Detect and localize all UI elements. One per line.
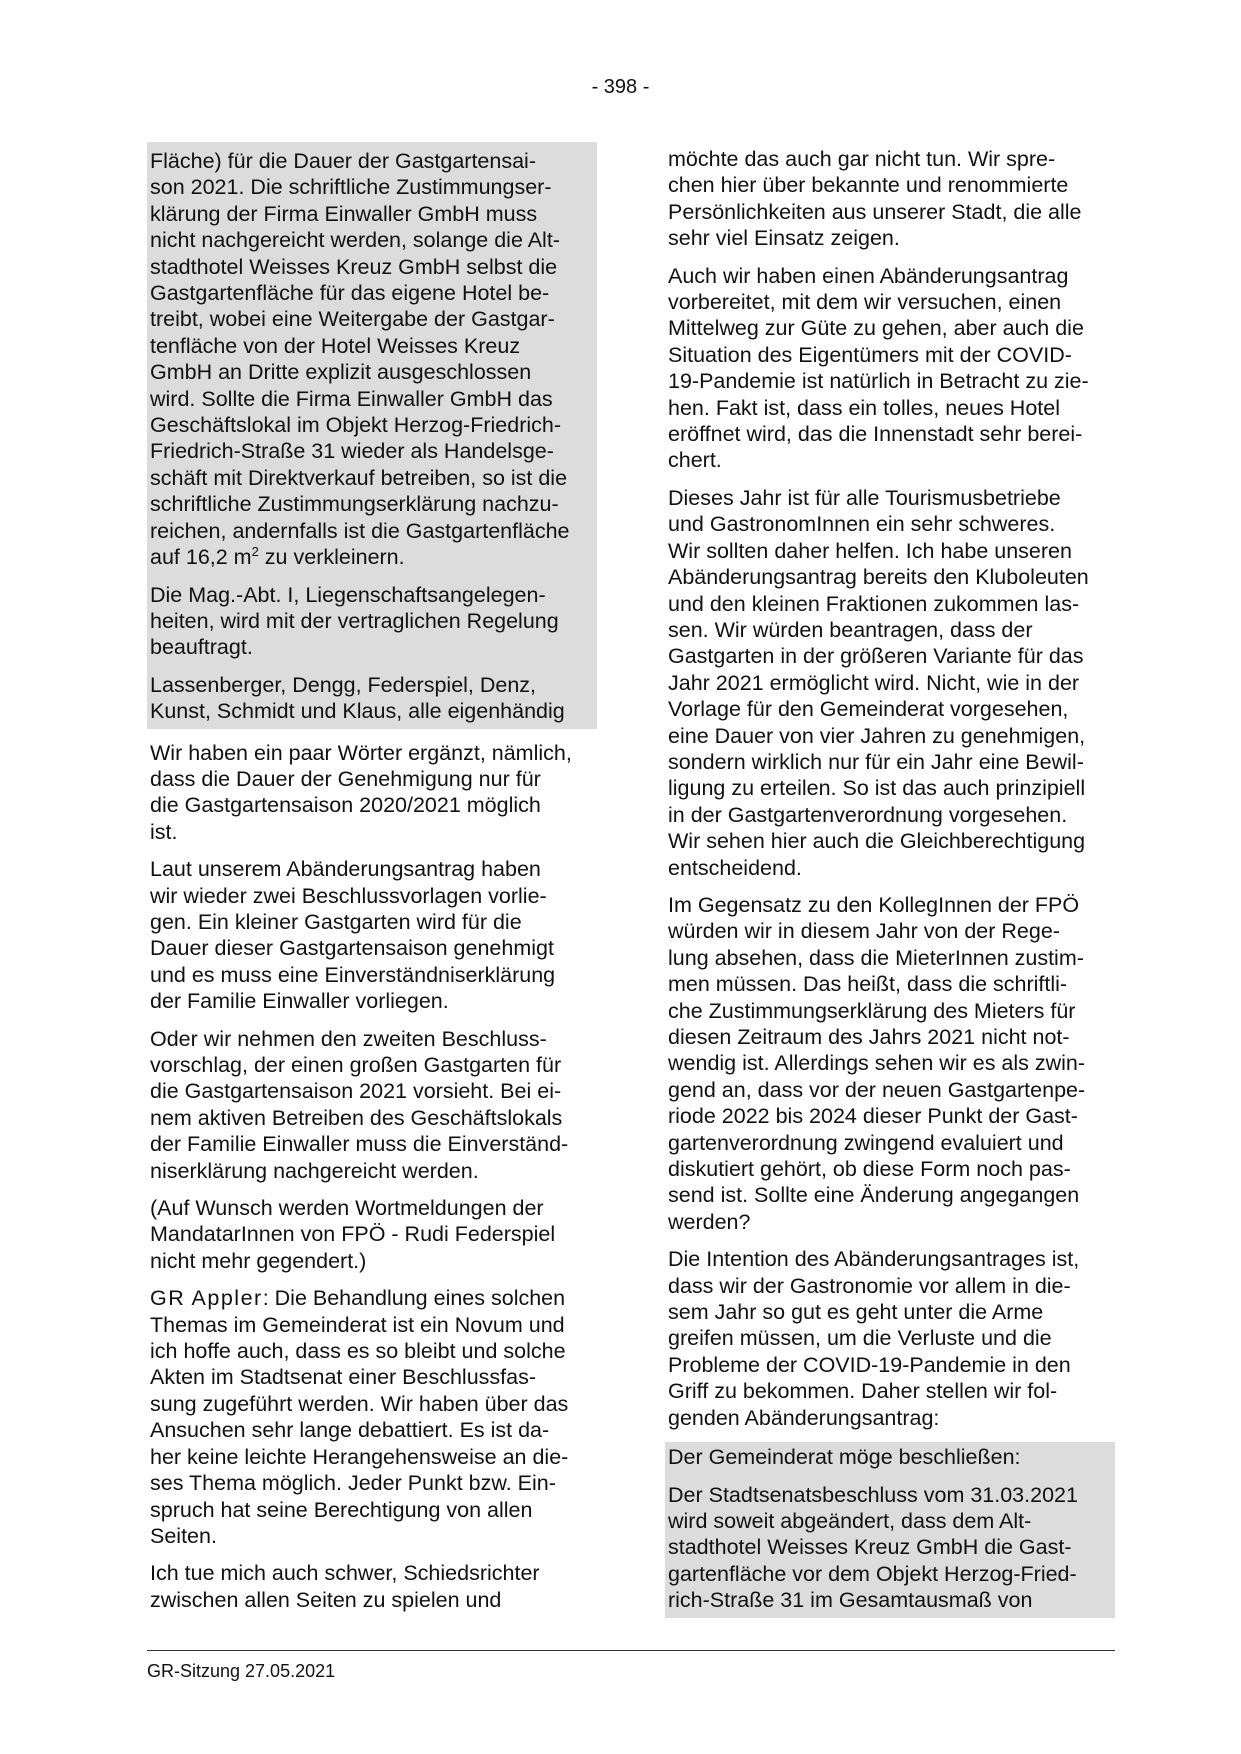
motion-text-block xyxy=(147,142,597,729)
speech-paragraph xyxy=(147,1285,597,1549)
area-suffix: zu verkleinern. xyxy=(258,545,405,570)
amendment-paragraph: Der Stadtsenatsbeschluss vom 31.03.2021 wird soweit abgeändert, dass dem Alt- stadthotel Weisses Kreuz GmbH die Gast- gartenfläche vor dem Objekt Herzog-Fried- rich-Straße 31 im Gesamtausmaß von xyxy=(668,1482,1078,1613)
page-number: - 398 - xyxy=(591,76,650,98)
body-paragraph: Die Intention des Abänderungsantrages ist, dass wir der Gastronomie vor allem in die- sem Jahr so gut es geht unter die Arme greifen müssen, um die Verluste und die Probleme der COVID-19-Pandemie in den Griff zu bekommen. Daher stellen wir fol- genden Abänderungsantrag: xyxy=(668,1247,1080,1430)
area-superscript: 2 xyxy=(251,543,259,559)
footer-divider xyxy=(147,1650,1115,1651)
right-column xyxy=(665,146,1115,1629)
body-paragraph: Im Gegensatz zu den KollegInnen der FPÖ würden wir in diesem Jahr von der Rege- lung absehen, dass die MieterInnen zustim- men müssen. Das heißt, dass die schriftli- che Zustimmungserklärung des Mieters für diesen Zeitraum des Jahrs 2021 nicht not- wendig ist. Allerdings sehen wir es als zwin- gend an, dass vor der neuen Gastgartenpe- riode 2022 bis 2024 dieser Punkt der Gast- gartenverordnung zwingend evaluiert und diskutiert gehört, ob diese Form noch pas- send ist. Sollte eine Änderung angegangen werden? xyxy=(668,892,1086,1234)
motion-signatories: Lassenberger, Dengg, Federspiel, Denz, Kunst, Schmidt und Klaus, alle eigenhändig xyxy=(150,672,565,724)
motion-paragraph xyxy=(147,148,597,582)
body-paragraph: möchte das auch gar nicht tun. Wir spre- chen hier über bekannte und renommierte Persönlichkeiten aus unserer Stadt, die alle sehr viel Einsatz zeigen. xyxy=(668,147,1082,251)
body-paragraph: Oder wir nehmen den zweiten Beschluss- vorschlag, der einen großen Gastgarten für die Gastgartensaison 2021 vorsieht. Bei ei- nem aktiven Betreiben des Geschäftslokals der Familie Einwaller muss die Einverständ- niserklärung nachgereicht werden. xyxy=(150,1026,569,1183)
body-paragraph: Ich tue mich auch schwer, Schiedsrichter zwischen allen Seiten zu spielen und xyxy=(150,1561,540,1612)
body-paragraph: (Auf Wunsch werden Wortmeldungen der MandatarInnen von FPÖ - Rudi Federspiel nicht mehr gegendert.) xyxy=(150,1196,556,1273)
body-paragraph: Wir haben ein paar Wörter ergänzt, nämlich, dass die Dauer der Genehmigung nur für die Gastgartensaison 2020/2021 möglich ist. xyxy=(150,740,572,844)
speech-text: : Die Behandlung eines solchen Themas im Gemeinderat ist ein Novum und ich hoffe auch, dass es so bleibt und solche Akten im Stadtsenat einer Beschlussfas- sung zugeführt werden. Wir haben über das Ansuchen sehr lange debattiert. Es ist da- her keine leichte Herangehensweise an die- ses Thema möglich. Jeder Punkt bzw. Ein- spruch hat seine Berechtigung von allen Seiten. xyxy=(150,1286,569,1548)
amendment-text-block xyxy=(665,1442,1115,1617)
amendment-heading: Der Gemeinderat möge beschließen: xyxy=(668,1445,1021,1470)
speaker-name: GR Appler xyxy=(150,1286,263,1311)
footer-session-date: GR-Sitzung 27.05.2021 xyxy=(147,1661,336,1681)
body-paragraph: Laut unserem Abänderungsantrag haben wir wieder zwei Beschlussvorlagen vorlie- gen. Ein kleiner Gastgarten wird für die Dauer dieser Gastgartensaison genehmigt und es muss eine Einverständniserklärung der Familie Einwaller vorliegen. xyxy=(150,857,556,1014)
motion-paragraph: Die Mag.-Abt. I, Liegenschaftsangelegen- heiten, wird mit der vertraglichen Regelung beauftragt. xyxy=(150,582,559,660)
body-paragraph: Auch wir haben einen Abänderungsantrag vorbereitet, mit dem wir versuchen, einen Mittelweg zur Güte zu gehen, aber auch die Situation des Eigentümers mit der COVID- 19-Pandemie ist natürlich in Betracht zu zie- hen. Fakt ist, dass ein tolles, neues Hotel eröffnet wird, das die Innenstadt sehr berei- chert. xyxy=(668,263,1089,473)
motion-paragraph-text: Fläche) für die Dauer der Gastgartensai- son 2021. Die schriftliche Zustimmungser- klärung der Firma Einwaller GmbH muss nicht nachgereicht werden, solange die Alt- stadthotel Weisses Kreuz GmbH selbst die Gastgartenfläche für das eigene Hotel be- treibt, wobei eine Weitergabe der Gastgar- tenfläche von der Hotel Weisses Kreuz GmbH an Dritte explizit ausgeschlossen wird. Sollte die Firma Einwaller GmbH das Geschäftslokal im Objekt Herzog-Friedrich- Friedrich-Straße 31 wieder als Handelsge- schäft mit Direktverkauf betreiben, so ist die schriftliche Zustimmungserklärung nachzu- reichen, andernfalls ist die Gastgartenfläche auf 16,2 m xyxy=(150,149,570,570)
left-column xyxy=(147,148,597,1624)
body-paragraph: Dieses Jahr ist für alle Tourismusbetriebe und GastronomInnen ein sehr schweres. Wir sollten daher helfen. Ich habe unseren Abänderungsantrag bereits den Kluboleuten und den kleinen Fraktionen zukommen las- sen. Wir würden beantragen, dass der Gastgarten in der größeren Variante für das Jahr 2021 ermöglicht wird. Nicht, wie in der Vorlage für den Gemeinderat vorgesehen, eine Dauer von vier Jahren zu genehmigen, sondern wirklich nur für ein Jahr eine Bewil- ligung zu erteilen. So ist das auch prinzipiell in der Gastgartenverordnung vorgesehen. Wir sehen hier auch die Gleichberechtigung entscheidend. xyxy=(668,485,1089,880)
